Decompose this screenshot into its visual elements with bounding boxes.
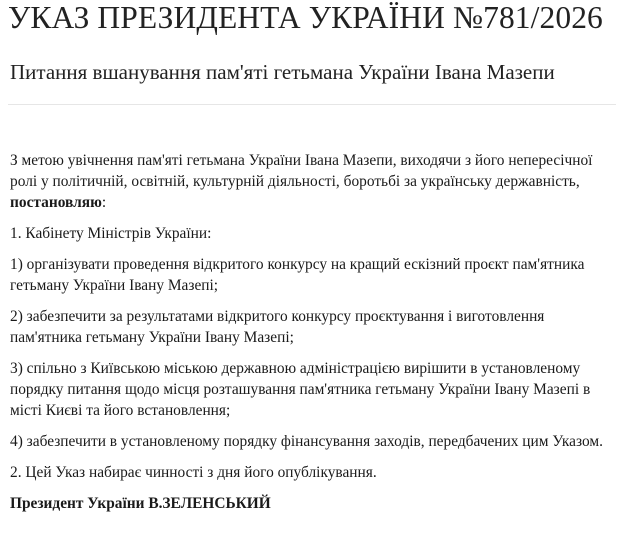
paragraph-cabinet: 1. Кабінету Міністрів України: <box>10 225 212 242</box>
preamble-keyword: постановляю <box>10 194 102 211</box>
preamble-text: З метою увічнення пам'яті гетьмана України Івана Мазепи, виходячи з його непересічної ролі у політичній, освітній, культурній діяльності, боротьбі за українську державність, <box>10 152 593 190</box>
decree-subtitle: Питання вшанування пам'яті гетьмана України Івана Мазепи <box>10 60 555 84</box>
paragraph-item-1: 1) організувати проведення відкритого конкурсу на кращий ескізний проєкт пам'ятника гетьману України Івану Мазепі; <box>10 256 585 294</box>
paragraph-item-2: 2) забезпечити за результатами відкритого конкурсу проєктування і виготовлення пам'ятника гетьману України Івану Мазепі; <box>10 308 545 346</box>
paragraph-item-3: 3) спільно з Київською міською державною адміністрацією вирішити в установленому порядку питання щодо місця розташування пам'ятника гетьману України Івану Мазепі в місті Києві та його встановлення; <box>10 360 591 419</box>
preamble <box>10 150 618 213</box>
paragraph-item-4: 4) забезпечити в установленому порядку фінансування заходів, передбачених цим Указом. <box>10 433 603 450</box>
divider <box>8 104 616 105</box>
paragraph-effective: 2. Цей Указ набирає чинності з дня його опублікування. <box>10 464 377 481</box>
decree-title: УКАЗ ПРЕЗИДЕНТА УКРАЇНИ №781/2026 <box>8 0 603 35</box>
preamble-end: : <box>101 194 107 211</box>
signature: Президент України В.ЗЕЛЕНСЬКИЙ <box>10 495 271 512</box>
decree-body <box>10 150 618 524</box>
